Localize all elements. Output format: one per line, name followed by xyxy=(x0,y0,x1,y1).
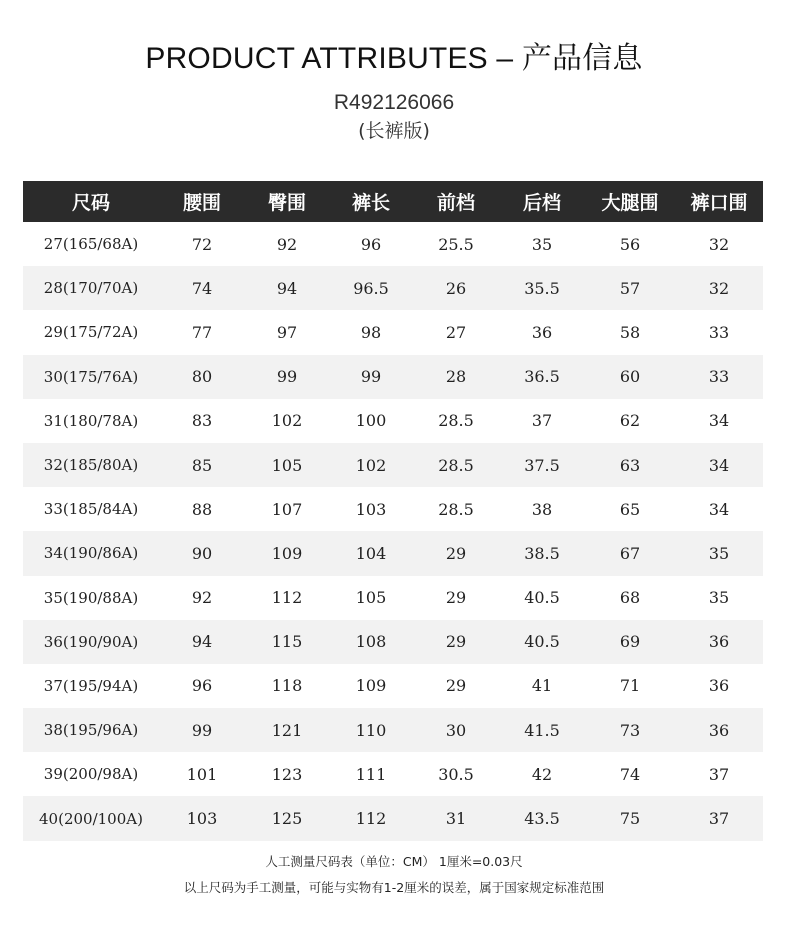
measurement-cell: 90 xyxy=(159,531,245,575)
measurement-cell: 104 xyxy=(329,531,413,575)
measurement-cell: 110 xyxy=(329,708,413,752)
measurement-cell: 105 xyxy=(355,588,387,608)
measurement-cell: 36 xyxy=(675,620,763,664)
measurement-cell: 112 xyxy=(329,796,413,840)
measurement-cell: 56 xyxy=(619,234,641,254)
measurement-cell: 36 xyxy=(675,708,763,752)
version-label: (长裤版) xyxy=(358,120,430,142)
measurement-cell: 42 xyxy=(531,764,553,784)
measurement-cell: 65 xyxy=(619,499,641,519)
size-cell: 29(175/72A) xyxy=(43,323,139,342)
size-cell: 38(195/96A) xyxy=(23,708,159,752)
measurement-cell: 121 xyxy=(245,708,329,752)
header-row xyxy=(23,181,763,222)
measurement-cell: 92 xyxy=(276,234,298,254)
measurement-cell: 105 xyxy=(245,443,329,487)
measurement-cell: 32 xyxy=(675,266,763,310)
measurement-cell: 38 xyxy=(531,499,553,519)
measurement-cell: 80 xyxy=(159,355,245,399)
measurement-cell: 109 xyxy=(245,531,329,575)
measurement-cell: 35 xyxy=(708,588,730,608)
measurement-cell: 29 xyxy=(445,588,467,608)
measurement-cell: 74 xyxy=(619,764,641,784)
measurement-cell: 71 xyxy=(619,676,641,696)
column-header: 裤口围 xyxy=(675,181,763,222)
measurement-cell: 96.5 xyxy=(329,266,413,310)
measurement-cell: 30.5 xyxy=(438,764,474,784)
measurement-cell: 37 xyxy=(531,411,553,431)
measurement-cell: 68 xyxy=(619,588,641,608)
measurement-cell: 99 xyxy=(329,355,413,399)
measurement-cell: 123 xyxy=(271,764,303,784)
measurement-cell: 36 xyxy=(708,676,730,696)
measurement-cell: 40.5 xyxy=(524,588,560,608)
measurement-cell: 67 xyxy=(585,531,675,575)
measurement-cell: 63 xyxy=(585,443,675,487)
size-cell: 31(180/78A) xyxy=(43,411,139,430)
measurement-cell: 28 xyxy=(413,355,499,399)
measurement-cell: 35.5 xyxy=(499,266,585,310)
measurement-cell: 35 xyxy=(675,531,763,575)
measurement-cell: 92 xyxy=(191,588,213,608)
measurement-cell: 97 xyxy=(276,322,298,342)
size-cell: 40(200/100A) xyxy=(23,796,159,840)
measurement-cell: 57 xyxy=(585,266,675,310)
table-row xyxy=(23,399,763,443)
measurement-cell: 38.5 xyxy=(499,531,585,575)
table-row xyxy=(23,531,763,575)
table-header xyxy=(23,181,763,222)
table-body xyxy=(23,222,763,841)
measurement-cell: 34 xyxy=(708,499,730,519)
table-row xyxy=(23,222,763,266)
measurement-cell: 32 xyxy=(708,234,730,254)
column-header: 大腿围 xyxy=(585,181,675,222)
measurement-cell: 102 xyxy=(271,411,303,431)
measurement-note: 人工测量尺码表（单位：CM） 1厘米=0.03尺 xyxy=(265,854,523,869)
column-header: 前档 xyxy=(413,181,499,222)
measurement-cell: 58 xyxy=(619,322,641,342)
measurement-cell: 103 xyxy=(159,796,245,840)
column-header: 裤长 xyxy=(329,181,413,222)
measurement-cell: 28.5 xyxy=(438,499,474,519)
measurement-cell: 36.5 xyxy=(499,355,585,399)
measurement-cell: 100 xyxy=(355,411,387,431)
size-cell: 28(170/70A) xyxy=(23,266,159,310)
table-row xyxy=(23,266,763,310)
measurement-cell: 107 xyxy=(271,499,303,519)
measurement-cell: 96 xyxy=(360,234,382,254)
measurement-cell: 108 xyxy=(329,620,413,664)
measurement-cell: 118 xyxy=(271,676,303,696)
size-cell: 32(185/80A) xyxy=(23,443,159,487)
measurement-cell: 62 xyxy=(619,411,641,431)
measurement-cell: 40.5 xyxy=(499,620,585,664)
measurement-cell: 26 xyxy=(413,266,499,310)
table-row xyxy=(23,796,763,840)
measurement-cell: 27 xyxy=(445,322,467,342)
measurement-cell: 29 xyxy=(445,676,467,696)
column-header: 臀围 xyxy=(245,181,329,222)
measurement-cell: 94 xyxy=(245,266,329,310)
measurement-cell: 75 xyxy=(585,796,675,840)
measurement-cell: 33 xyxy=(708,322,730,342)
measurement-cell: 37 xyxy=(708,764,730,784)
measurement-cell: 83 xyxy=(191,411,213,431)
measurement-cell: 115 xyxy=(245,620,329,664)
size-cell: 30(175/76A) xyxy=(23,355,159,399)
size-cell: 35(190/88A) xyxy=(43,588,139,607)
measurement-cell: 69 xyxy=(585,620,675,664)
table-row xyxy=(23,708,763,752)
measurement-cell: 29 xyxy=(413,531,499,575)
measurement-cell: 60 xyxy=(585,355,675,399)
size-table xyxy=(23,181,763,841)
measurement-cell: 111 xyxy=(355,764,387,784)
measurement-cell: 85 xyxy=(159,443,245,487)
column-header: 腰围 xyxy=(159,181,245,222)
table-row xyxy=(23,443,763,487)
measurement-cell: 35 xyxy=(531,234,553,254)
table-row xyxy=(23,752,763,796)
size-cell: 36(190/90A) xyxy=(23,620,159,664)
measurement-cell: 28.5 xyxy=(413,443,499,487)
measurement-cell: 37 xyxy=(675,796,763,840)
measurement-cell: 94 xyxy=(159,620,245,664)
page-header xyxy=(0,0,788,144)
measurement-cell: 28.5 xyxy=(438,411,474,431)
tolerance-note: 以上尺码为手工测量，可能与实物有1-2厘米的误差，属于国家规定标准范围 xyxy=(183,880,605,895)
page-title: PRODUCT ATTRIBUTES – 产品信息 xyxy=(145,42,643,75)
measurement-cell: 72 xyxy=(191,234,213,254)
measurement-cell: 34 xyxy=(708,411,730,431)
measurement-cell: 103 xyxy=(355,499,387,519)
product-code: R492126066 xyxy=(333,91,455,114)
column-header: 后档 xyxy=(499,181,585,222)
size-cell: 39(200/98A) xyxy=(43,765,139,784)
size-cell: 27(165/68A) xyxy=(43,235,139,254)
table-row xyxy=(23,355,763,399)
measurement-cell: 96 xyxy=(191,676,213,696)
measurement-cell: 37.5 xyxy=(499,443,585,487)
measurement-cell: 36 xyxy=(531,322,553,342)
measurement-cell: 41 xyxy=(531,676,553,696)
measurement-cell: 74 xyxy=(159,266,245,310)
column-header: 尺码 xyxy=(23,181,159,222)
measurement-cell: 109 xyxy=(355,676,387,696)
measurement-cell: 34 xyxy=(675,443,763,487)
measurement-cell: 125 xyxy=(245,796,329,840)
measurement-cell: 77 xyxy=(191,322,213,342)
measurement-cell: 112 xyxy=(271,588,303,608)
measurement-cell: 31 xyxy=(413,796,499,840)
size-cell: 33(185/84A) xyxy=(43,500,139,519)
measurement-cell: 102 xyxy=(329,443,413,487)
table-row xyxy=(23,487,763,531)
measurement-cell: 41.5 xyxy=(499,708,585,752)
measurement-cell: 98 xyxy=(360,322,382,342)
measurement-cell: 101 xyxy=(186,764,218,784)
measurement-cell: 99 xyxy=(245,355,329,399)
measurement-cell: 73 xyxy=(585,708,675,752)
measurement-cell: 43.5 xyxy=(499,796,585,840)
table-row xyxy=(23,664,763,708)
measurement-cell: 29 xyxy=(413,620,499,664)
measurement-cell: 25.5 xyxy=(438,234,474,254)
table-row xyxy=(23,576,763,620)
measurement-cell: 99 xyxy=(159,708,245,752)
table-row xyxy=(23,310,763,354)
table-row xyxy=(23,620,763,664)
measurement-cell: 88 xyxy=(191,499,213,519)
measurement-cell: 33 xyxy=(675,355,763,399)
size-cell: 37(195/94A) xyxy=(43,676,139,695)
measurement-cell: 30 xyxy=(413,708,499,752)
size-cell: 34(190/86A) xyxy=(23,531,159,575)
